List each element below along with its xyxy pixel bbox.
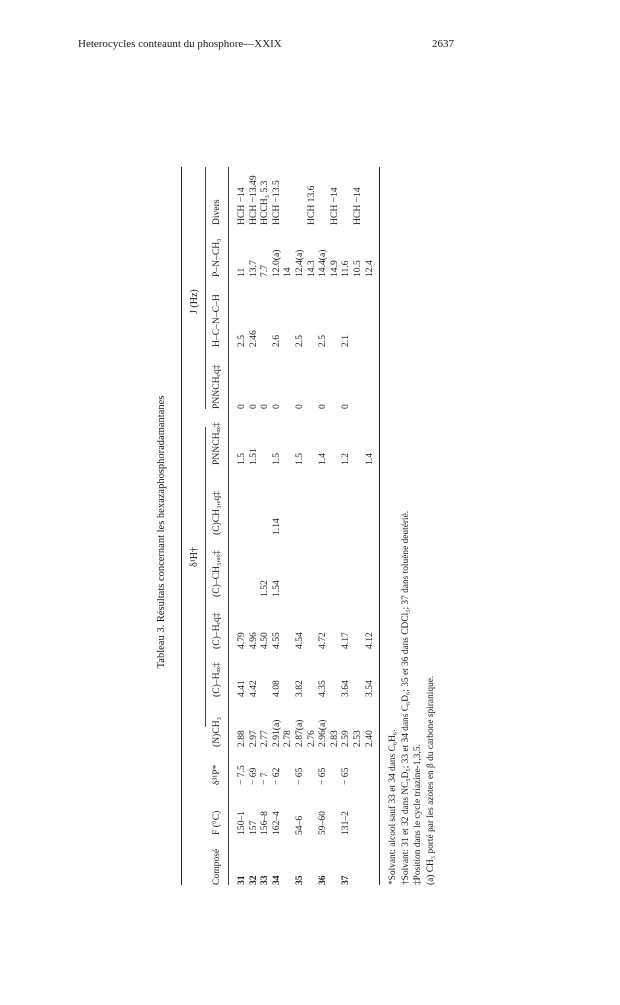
table-cell: 0 [259,404,271,409]
table-cell: 12.0(a) [270,249,282,277]
table-cell: 14 [282,267,294,277]
table-cell: − 62 [270,767,282,785]
table-cell: 3.82 [294,680,305,697]
header-rule [228,167,229,885]
table-cell: 0 [317,404,329,409]
table-cell: 2.87(a) [294,719,305,747]
table-cell: 3.64 [340,680,352,697]
table-cell: 0 [340,404,352,409]
delta-span-rule [205,427,206,727]
table-cell: 2.40 [363,730,375,747]
table-cell: 2.97 [247,730,259,747]
table-cell: 0 [247,404,259,409]
table-cell: − 7.5 [236,765,247,785]
table-cell: 33 [259,875,271,885]
table-cell: 4.79 [236,632,247,649]
table-cell: 14.3 [305,260,317,277]
table-title: Tableau 3. Résultats concernant les hexazaphosphoradamantanes [156,395,167,669]
footnote: (a) CH₃ porté par les azotes en β du carbone spiranique. [425,675,436,885]
table-cell: 10.5 [352,260,363,277]
table-cell: 36 [317,875,329,885]
table-cell: 1.54 [270,580,282,597]
table-bottom-rule [379,167,380,885]
table-cell: 4.96 [247,632,259,649]
table-cell: 3.54 [363,680,375,697]
table-cell: 1.5 [236,453,247,465]
table-cell: 2.76 [305,730,317,747]
table-cell: 2.53 [352,730,363,747]
table-cell: 59–60 [317,811,329,835]
column-header: F (°C) [211,810,222,835]
table-cell: HCH −14 [236,187,247,225]
column-header: PNNCHₐₓ‡ [211,422,222,465]
table-cell: − 65 [317,767,329,785]
table-cell: 0 [294,404,305,409]
table-cell: 1.5 [270,453,282,465]
j-group-label: J (Hz) [189,289,200,314]
table-cell: 156–8 [259,811,271,835]
column-header: δ³¹P* [211,764,222,785]
table-cell: 1.4 [317,453,329,465]
table-cell: 4.72 [317,632,329,649]
table-cell: − 7 [259,772,271,785]
footnote: †Solvant: 31 et 32 dans NC₅D₅; 33 et 34 dans C₆D₆; 35 et 36 dans CDCl₃; 37 dans toluène deutérié. [400,510,411,885]
table-cell: 4.08 [270,680,282,697]
running-title: Heterocycles conteaunt du phosphore—XXIX [78,38,282,50]
table-cell: 2.88 [236,730,247,747]
table-cell: 4.17 [340,632,352,649]
table-cell: 157 [247,820,259,835]
table-cell: 13.7 [247,260,259,277]
table-cell: HCH 13.6 [305,185,317,225]
table-cell: 2.77 [259,730,271,747]
table-cell: 1.5 [294,453,305,465]
j-span-rule [205,167,206,409]
table-cell: 4.42 [247,680,259,697]
table-cell: 31 [236,875,247,885]
column-header: P–N–CH₃ [211,238,222,277]
column-header: (C)–CH₃,ₐₓ‡ [211,550,222,597]
table-cell: 150–1 [236,811,247,835]
table-cell: 2.83 [328,730,340,747]
table-cell: 2.5 [317,335,329,347]
table-cell: HCH −13.5 [270,180,282,225]
column-header: Composé [211,848,222,885]
table-cell: − 69 [247,767,259,785]
table-cell: 2.46 [247,330,259,347]
table-cell: 2.96(a) [317,719,329,747]
table-top-rule [181,167,182,885]
table-cell: 2.5 [294,335,305,347]
table-cell: 54–6 [294,815,305,835]
table-cell: 4.55 [270,632,282,649]
column-header: PNNCHₑq‡ [211,364,222,409]
column-header: H–C–N–C–H [211,294,222,347]
table-cell: 162–4 [270,811,282,835]
table-cell: 1.51 [247,448,259,465]
column-header: (C)–Hₑq‡ [211,612,222,649]
table-cell: 1.2 [340,453,352,465]
table-cell: 2.5 [236,335,247,347]
table-cell: 4.35 [317,680,329,697]
table-cell: 4.41 [236,680,247,697]
table-cell: 2.59 [340,730,352,747]
table-cell: 4.54 [294,632,305,649]
footnote: *Solvant: alcool sauf 33 et 34 dans C₆H₆. [388,729,398,885]
table-cell: 37 [340,875,352,885]
table-cell: 11.6 [340,260,352,277]
table-cell: 2.78 [282,730,294,747]
table-cell: 2.1 [340,335,352,347]
table-cell: 2.6 [270,335,282,347]
table-cell: 35 [294,875,305,885]
column-header: (C)–Hₐₓ‡ [211,662,222,697]
table-cell: HCH −14 [328,187,340,225]
table-cell: HCH −14 [352,187,363,225]
table-cell: 1.4 [363,453,375,465]
table-cell: 14.9 [328,260,340,277]
footnote: ‡Position dans le cycle triazine-1,3,5. [413,744,423,885]
table-cell: 131–2 [340,811,352,835]
table-cell: 1.52 [259,580,271,597]
table-cell: 4.50 [259,632,271,649]
table-cell: 2.91(a) [270,719,282,747]
column-header: (N)CH₃ [211,717,222,747]
table-cell: − 65 [340,767,352,785]
table-cell: 12.4 [363,260,375,277]
table-cell: 12.4(a) [294,249,305,277]
column-header: (C)CH₃,ₑq‡ [211,491,222,535]
table-cell: HCCH₃ 5.3 [259,180,271,225]
table-cell: 0 [270,404,282,409]
table-cell: 11 [236,267,247,277]
table-cell: 7.7 [259,265,271,277]
table-cell: 34 [270,875,282,885]
results-table [157,167,467,897]
table-cell: HCH −13.49 [247,175,259,225]
table-cell: 14.4(a) [317,249,329,277]
table-cell: 32 [247,875,259,885]
column-header: Divers [211,199,222,225]
table-cell: 0 [236,404,247,409]
page-number: 2637 [432,38,454,50]
table-cell: − 65 [294,767,305,785]
table-cell: 1.14 [270,518,282,535]
delta-group-label: δ¹H† [189,547,200,567]
table-cell: 4.12 [363,632,375,649]
